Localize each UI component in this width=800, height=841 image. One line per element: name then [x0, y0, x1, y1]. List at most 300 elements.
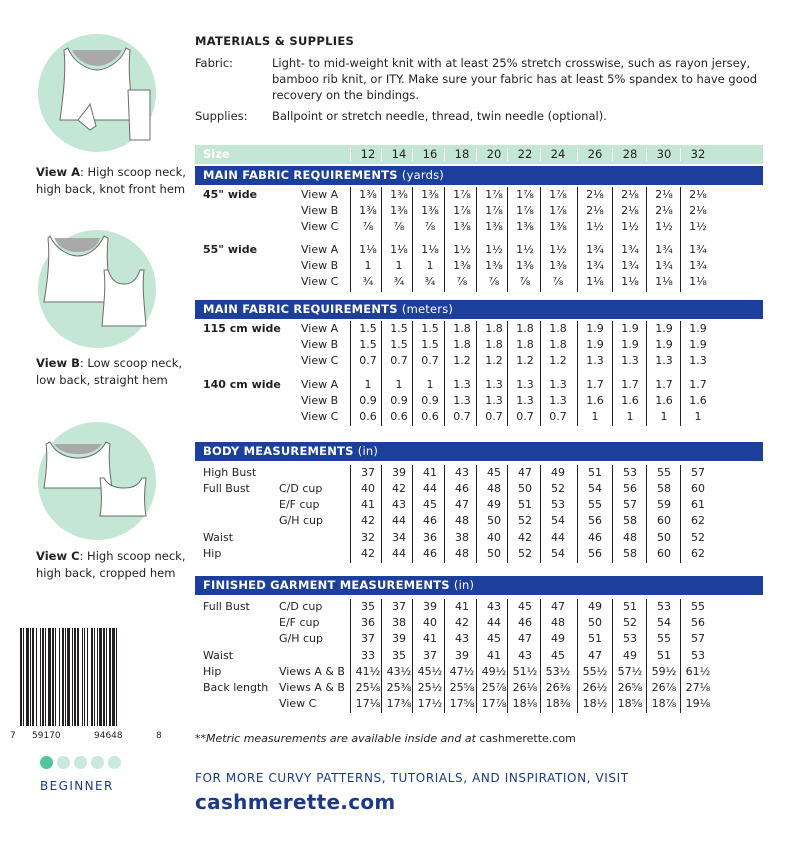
table-cell: 39 [392, 466, 406, 479]
size-label: Size [203, 147, 230, 161]
table-cell: 46 [455, 482, 469, 495]
size-14: 14 [391, 147, 407, 161]
table-cell: 1.9 [689, 338, 707, 351]
table-cell: 17⅜ [386, 697, 412, 710]
table-cell: 41 [423, 632, 437, 645]
barcode-bar [52, 628, 54, 726]
table-cell: 59½ [651, 665, 677, 678]
column-divider [680, 321, 681, 426]
table-cell: 1.8 [549, 338, 567, 351]
table-cell: 26½ [582, 681, 608, 694]
table-cell: 34 [392, 531, 406, 544]
table-cell: 0.7 [549, 410, 567, 423]
table-cell: 48 [551, 616, 565, 629]
section-unit: (in) [453, 578, 475, 592]
table-cell: 62 [691, 514, 705, 527]
row-variant-label: E/F cup [279, 616, 320, 629]
size-separator [444, 148, 445, 161]
table-cell: 1 [395, 378, 403, 391]
table-row [195, 648, 763, 664]
row-variant-label: View A [301, 188, 339, 201]
row-variant-label: E/F cup [279, 498, 320, 511]
table-row [195, 546, 763, 562]
section-title: MAIN FABRIC REQUIREMENTS [203, 168, 398, 182]
table-cell: 47 [455, 498, 469, 511]
section-title: MAIN FABRIC REQUIREMENTS [203, 302, 398, 316]
table-cell: 45 [551, 649, 565, 662]
table-cell: 1¾ [586, 259, 604, 272]
table-row [195, 353, 763, 369]
barcode-bar [106, 628, 107, 726]
table-row [195, 696, 763, 712]
table-cell: 1⅜ [516, 220, 534, 233]
size-22: 22 [517, 147, 533, 161]
table-cell: 1⅞ [453, 204, 471, 217]
table-cell: 26⅛ [512, 681, 538, 694]
barcode-bar [30, 628, 31, 726]
column-divider [540, 321, 541, 426]
metric-note [195, 732, 576, 745]
barcode-bar [59, 628, 60, 726]
table-cell: 1⅛ [421, 243, 439, 256]
row-variant-label: View C [301, 220, 339, 233]
table-cell: 1.7 [621, 378, 639, 391]
table-cell: 25⅝ [449, 681, 475, 694]
table-cell: 1.3 [621, 354, 639, 367]
table-cell: ¾ [424, 275, 436, 288]
table-cell: 35 [361, 600, 375, 613]
table-cell: 1.8 [485, 322, 503, 335]
table-cell: 1.3 [453, 378, 471, 391]
view-a-name: View A [36, 165, 80, 179]
column-divider [476, 599, 477, 713]
barcode-digit-1: 7 [10, 731, 16, 740]
table-cell: 1.7 [586, 378, 604, 391]
table-cell: 1 [626, 410, 634, 423]
table-cell: 1.9 [689, 322, 707, 335]
table-cell: 1.8 [485, 338, 503, 351]
table-cell: 50 [487, 514, 501, 527]
table-cell: 1.5 [421, 338, 439, 351]
column-divider [507, 465, 508, 563]
barcode-digit-2: 59170 [32, 731, 61, 740]
table-cell: 19⅛ [685, 697, 711, 710]
table-cell: 53 [657, 600, 671, 613]
table-cell: 1¾ [621, 259, 639, 272]
table-cell: 0.9 [390, 394, 408, 407]
skill-dot [91, 756, 104, 769]
view-c-illustration [38, 422, 156, 540]
table-cell: ⅞ [456, 275, 468, 288]
table-cell: 45 [487, 632, 501, 645]
table-cell: 25⅞ [481, 681, 507, 694]
table-cell: 1.6 [655, 394, 673, 407]
column-divider [350, 321, 351, 426]
table-cell: 54 [551, 514, 565, 527]
table-cell: 52 [623, 616, 637, 629]
table-cell: 61½ [685, 665, 711, 678]
table-row [195, 393, 763, 409]
column-divider [444, 599, 445, 713]
table-cell: 39 [423, 600, 437, 613]
table-cell: 0.7 [485, 410, 503, 423]
table-cell: 1⅞ [453, 188, 471, 201]
table-cell: 42 [361, 547, 375, 560]
table-cell: 1¾ [655, 243, 673, 256]
table-cell: 1 [660, 410, 668, 423]
barcode-bar [40, 628, 41, 726]
table-cell: 1⅜ [549, 220, 567, 233]
table-cell: 35 [392, 649, 406, 662]
barcode-bar [72, 628, 73, 726]
table-cell: ⅞ [552, 275, 564, 288]
table-cell: 62 [691, 547, 705, 560]
column-divider [612, 599, 613, 713]
table-cell: 0.6 [359, 410, 377, 423]
table-cell: 56 [691, 616, 705, 629]
column-divider [577, 599, 578, 713]
table-cell: 1⅛ [586, 275, 604, 288]
size-18: 18 [454, 147, 470, 161]
barcode-bar [26, 628, 29, 726]
table-cell: 1.5 [390, 338, 408, 351]
table-cell: 38 [392, 616, 406, 629]
table-cell: 1½ [689, 220, 707, 233]
table-cell: 43 [455, 466, 469, 479]
table-cell: 44 [423, 482, 437, 495]
barcode-digit-3: 94648 [94, 731, 123, 740]
table-cell: 32 [361, 531, 375, 544]
column-divider [476, 187, 477, 292]
table-cell: 1½ [516, 243, 534, 256]
table-cell: 1.9 [655, 338, 673, 351]
table-cell: 26⅝ [617, 681, 643, 694]
table-cell: 1⅛ [655, 275, 673, 288]
column-divider [646, 321, 647, 426]
table-cell: 41 [487, 649, 501, 662]
table-cell: 18⅝ [617, 697, 643, 710]
table-cell: 1⅜ [485, 259, 503, 272]
table-cell: 55 [691, 600, 705, 613]
table-cell: 43 [455, 632, 469, 645]
barcode-bar [103, 628, 105, 726]
table-cell: 1.9 [586, 338, 604, 351]
table-cell: 1.2 [485, 354, 503, 367]
table-cell: 2⅛ [586, 188, 604, 201]
table-cell: 1 [395, 259, 403, 272]
row-group-label: 45" wide [203, 188, 258, 201]
table-cell: 17⅝ [449, 697, 475, 710]
row-variant-label: View A [301, 322, 339, 335]
table-cell: 1.5 [390, 322, 408, 335]
column-divider [646, 187, 647, 292]
table-cell: 0.6 [421, 410, 439, 423]
metric-note-text: **Metric measurements are available inside and at [195, 732, 476, 745]
barcode-bar [55, 628, 56, 726]
table-cell: 1.5 [359, 338, 377, 351]
view-a-desc: High scoop neck, high back, knot front hem [36, 165, 186, 196]
size-32: 32 [690, 147, 706, 161]
table-cell: ⅞ [393, 220, 405, 233]
table-cell: 46 [423, 514, 437, 527]
barcode-bar [99, 628, 102, 726]
table-cell: 1¾ [689, 259, 707, 272]
table-cell: 48 [623, 531, 637, 544]
table-cell: 18½ [582, 697, 608, 710]
table-cell: 26⅞ [651, 681, 677, 694]
table-cell: 50 [518, 482, 532, 495]
table-cell: 1⅜ [421, 188, 439, 201]
table-cell: 1⅜ [549, 259, 567, 272]
table-cell: 1⅜ [359, 204, 377, 217]
table-cell: 0.7 [516, 410, 534, 423]
table-cell: 1.2 [453, 354, 471, 367]
table-cell: 41 [423, 466, 437, 479]
barcode-bar [116, 628, 117, 726]
table-cell: 1⅜ [421, 204, 439, 217]
table-cell: 51 [518, 498, 532, 511]
size-separator [350, 148, 351, 161]
table-cell: 1.8 [549, 322, 567, 335]
table-cell: 53 [551, 498, 565, 511]
table-row [195, 530, 763, 546]
table-row [195, 664, 763, 680]
size-separator [540, 148, 541, 161]
table-cell: 51 [588, 632, 602, 645]
barcode-bar [82, 628, 83, 726]
table-cell: 2⅛ [655, 204, 673, 217]
table-cell: 1.2 [516, 354, 534, 367]
skill-dot [40, 756, 53, 769]
table-cell: 1¾ [655, 259, 673, 272]
table-cell: 1.2 [549, 354, 567, 367]
column-divider [612, 321, 613, 426]
barcode-bar [36, 628, 37, 726]
table-cell: 33 [361, 649, 375, 662]
table-cell: 36 [423, 531, 437, 544]
row-group-label: High Bust [203, 466, 257, 479]
table-row [195, 599, 763, 615]
row-variant-label: View A [301, 378, 339, 391]
table-cell: 45 [487, 466, 501, 479]
size-separator [412, 148, 413, 161]
table-cell: 43 [487, 600, 501, 613]
table-cell: 44 [487, 616, 501, 629]
table-row [195, 680, 763, 696]
table-row [195, 631, 763, 647]
section-unit: (yards) [401, 168, 444, 182]
table-cell: 49 [623, 649, 637, 662]
table-cell: 53 [623, 466, 637, 479]
table-cell: 49 [487, 498, 501, 511]
row-variant-label: View B [301, 338, 339, 351]
table-cell: 37 [423, 649, 437, 662]
column-divider [507, 187, 508, 292]
table-cell: 1.8 [516, 338, 534, 351]
column-divider [540, 599, 541, 713]
table-cell: 27⅛ [685, 681, 711, 694]
barcode-bar [74, 628, 76, 726]
barcode-digit-4: 8 [156, 731, 162, 740]
barcode-bar [67, 628, 70, 726]
table-cell: 40 [423, 616, 437, 629]
table-cell: 54 [657, 616, 671, 629]
table-cell: 48 [487, 482, 501, 495]
table-cell: 17⅛ [355, 697, 381, 710]
table-cell: 1⅜ [453, 220, 471, 233]
size-separator [476, 148, 477, 161]
table-cell: 26⅜ [545, 681, 571, 694]
materials-title: MATERIALS & SUPPLIES [195, 34, 355, 48]
row-group-label: Hip [203, 547, 222, 560]
table-cell: 40 [361, 482, 375, 495]
table-cell: 18⅞ [651, 697, 677, 710]
table-cell: 43½ [386, 665, 412, 678]
table-cell: 53 [691, 649, 705, 662]
table-cell: 37 [392, 600, 406, 613]
column-divider [646, 465, 647, 563]
table-row [195, 219, 763, 235]
table-cell: 0.9 [421, 394, 439, 407]
row-variant-label: C/D cup [279, 482, 323, 495]
size-separator [507, 148, 508, 161]
row-variant-label: G/H cup [279, 632, 323, 645]
column-divider [680, 599, 681, 713]
table-cell: 58 [623, 547, 637, 560]
table-cell: 42 [392, 482, 406, 495]
size-12: 12 [360, 147, 376, 161]
website-link[interactable]: cashmerette.com [195, 790, 396, 814]
table-cell: 51 [588, 466, 602, 479]
table-cell: 1⅞ [485, 188, 503, 201]
table-cell: 48 [455, 514, 469, 527]
size-separator [680, 148, 681, 161]
table-cell: 45½ [417, 665, 443, 678]
table-cell: 47 [588, 649, 602, 662]
table-cell: 42 [361, 514, 375, 527]
table-row [195, 203, 763, 219]
barcode-bar [97, 628, 98, 726]
view-c-name: View C [36, 549, 80, 563]
table-cell: 1.9 [655, 322, 673, 335]
table-cell: 0.7 [359, 354, 377, 367]
table-cell: 46 [588, 531, 602, 544]
view-c-desc: High scoop neck, high back, cropped hem [36, 549, 186, 580]
table-cell: 1.8 [516, 322, 534, 335]
barcode-bar [112, 628, 115, 726]
size-separator [381, 148, 382, 161]
section-title: BODY MEASUREMENTS [203, 444, 354, 458]
column-divider [646, 599, 647, 713]
size-30: 30 [656, 147, 672, 161]
table-cell: 1¾ [689, 243, 707, 256]
table-cell: 46 [518, 616, 532, 629]
table-cell: ¾ [393, 275, 405, 288]
table-cell: 0.7 [421, 354, 439, 367]
table-cell: 60 [657, 547, 671, 560]
column-divider [350, 187, 351, 292]
column-divider [412, 465, 413, 563]
table-cell: 1⅞ [516, 204, 534, 217]
table-cell: 1⅛ [359, 243, 377, 256]
size-26: 26 [587, 147, 603, 161]
row-variant-label: Views A & B [279, 681, 345, 694]
view-b-illustration [38, 230, 156, 348]
table-cell: 48 [455, 547, 469, 560]
row-variant-label: Views A & B [279, 665, 345, 678]
column-divider [540, 465, 541, 563]
table-cell: 25⅜ [386, 681, 412, 694]
table-cell: 0.6 [390, 410, 408, 423]
table-cell: 39 [455, 649, 469, 662]
barcode-bar [91, 628, 93, 726]
skill-level-label: BEGINNER [40, 779, 114, 793]
column-divider [577, 465, 578, 563]
table-cell: 52 [518, 514, 532, 527]
table-cell: 1⅞ [549, 188, 567, 201]
table-cell: 56 [588, 514, 602, 527]
table-cell: 47½ [449, 665, 475, 678]
table-cell: 61 [691, 498, 705, 511]
table-cell: 42 [455, 616, 469, 629]
row-variant-label: C/D cup [279, 600, 323, 613]
table-cell: 1.5 [421, 322, 439, 335]
skill-dot [74, 756, 87, 769]
row-variant-label: View B [301, 394, 339, 407]
table-cell: 49 [551, 632, 565, 645]
table-row [195, 481, 763, 497]
barcode-bar [62, 628, 64, 726]
table-cell: 1⅜ [390, 188, 408, 201]
section-body [195, 442, 763, 461]
table-cell: 58 [657, 482, 671, 495]
row-group-label: Waist [203, 531, 234, 544]
table-cell: 1½ [586, 220, 604, 233]
column-divider [476, 321, 477, 426]
barcode-bar [94, 628, 95, 726]
table-cell: 44 [392, 514, 406, 527]
metric-note-link[interactable]: cashmerette.com [479, 732, 576, 745]
table-cell: 60 [691, 482, 705, 495]
row-group-label: Full Bust [203, 600, 250, 613]
table-cell: 1.3 [586, 354, 604, 367]
table-cell: 59 [657, 498, 671, 511]
table-cell: 1¾ [621, 243, 639, 256]
table-cell: 1.3 [485, 394, 503, 407]
barcode-bar [87, 628, 88, 726]
table-cell: 1½ [549, 243, 567, 256]
column-divider [540, 187, 541, 292]
row-variant-label: View B [301, 259, 339, 272]
table-cell: 1.9 [621, 322, 639, 335]
table-cell: 54 [551, 547, 565, 560]
table-cell: 25⅛ [355, 681, 381, 694]
row-variant-label: View C [301, 275, 339, 288]
table-cell: 0.7 [453, 410, 471, 423]
table-cell: 1.3 [453, 394, 471, 407]
table-cell: 18⅛ [512, 697, 538, 710]
table-cell: 1 [426, 378, 434, 391]
skill-dot [108, 756, 121, 769]
view-a-illustration [38, 34, 156, 152]
table-cell: 54 [588, 482, 602, 495]
table-cell: 1.3 [516, 378, 534, 391]
row-group-label: Hip [203, 665, 222, 678]
table-cell: 36 [361, 616, 375, 629]
table-row [195, 274, 763, 290]
table-cell: 57 [691, 632, 705, 645]
barcode-bar [42, 628, 44, 726]
